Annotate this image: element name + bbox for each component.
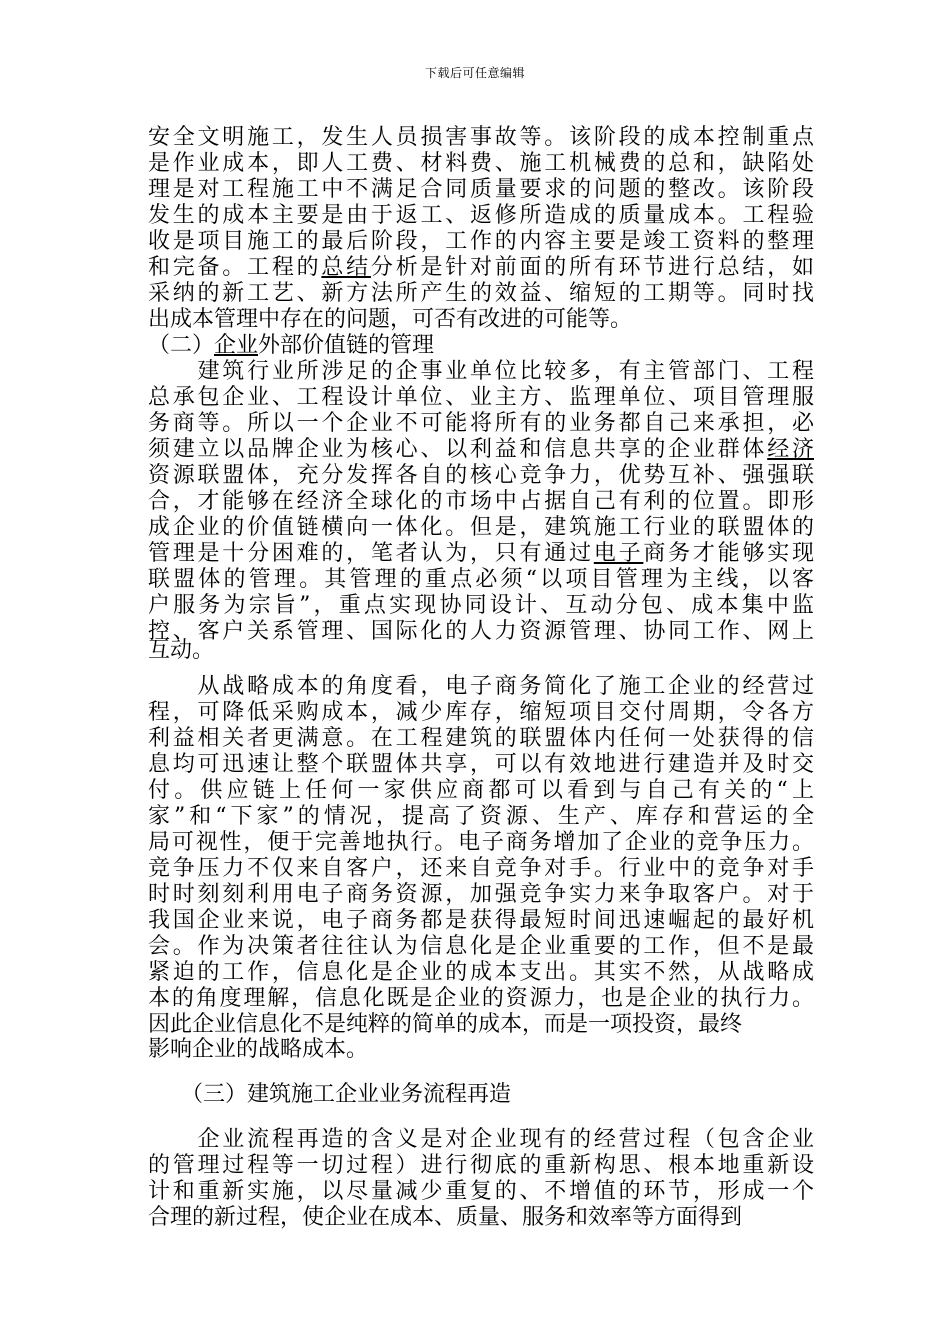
text-line [148,411,814,437]
text-segment: 从战略成本的角度看，电子商务简化了施工企业的经营过 [148,674,814,699]
text-line [148,752,814,778]
text-segment: 是作业成本，即人工费、材料费、施工机械费的总和，缺陷处 [148,151,814,176]
text-line [148,1179,814,1205]
text-line [148,359,814,385]
underlined-link[interactable]: 电子 [593,541,644,566]
text-segment: 程，可降低采购成本，减少库存，缩短项目交付周期，令各方 [148,700,814,725]
text-segment: 因此企业信息化不是纯粹的简单的成本，而是一项投资，最终 [148,1012,743,1037]
text-segment: 我国企业来说，电子商务都是获得最短时间迅速崛起的最好机 [148,908,814,933]
text-line [148,437,814,463]
text-segment: 和完备。工程的 [148,255,322,280]
text-line [148,804,814,830]
text-segment: 总承包企业、工程设计单位、业主方、监理单位、项目管理服 [148,385,814,410]
text-segment: 的管理过程等一切过程）进行彻底的重新构思、根本地重新设 [148,1153,814,1178]
text-segment: 安全文明施工，发生人员损害事故等。该阶段的成本控制重点 [148,125,814,150]
text-line [148,856,814,882]
text-segment: 竞争压力不仅来自客户，还来自竞争对手。行业中的竞争对手 [148,856,814,881]
text-segment: 商务才能够实现 [643,541,814,566]
text-segment: 分析是针对前面的所有环节进行总结，如 [370,255,814,280]
text-segment: 会。作为决策者往往认为信息化是企业重要的工作，但不是最 [148,934,814,959]
text-line [148,960,814,986]
text-line [148,1012,814,1038]
text-line [148,229,814,255]
text-line [148,151,814,177]
underlined-link[interactable]: 总结 [321,255,371,280]
text-line [148,385,814,411]
underlined-link[interactable]: 经济 [767,437,814,462]
text-line [148,778,814,804]
text-segment: 控、客户关系管理、国际化的人力资源管理、协同工作、网上 [148,619,814,644]
text-line [148,700,814,726]
text-segment: 联盟体的管理。其管理的重点必须“以项目管理为主线，以客 [148,567,814,592]
text-segment: 成企业的价值链横向一体化。但是，建筑施工行业的联盟体的 [148,515,814,540]
text-segment: 收是项目施工的最后阶段，工作的内容主要是竣工资料的整理 [148,229,814,254]
text-line [148,255,814,281]
text-segment: （三）建筑施工企业业务流程再造 [148,1082,512,1107]
text-segment: 影响企业的战略成本。 [148,1037,369,1062]
text-segment: 管理是十分困难的，笔者认为，只有通过 [148,541,594,566]
text-line [148,1037,814,1063]
text-line [148,674,814,700]
text-segment: 合理的新过程，使企业在成本、质量、服务和效率等方面得到 [148,1205,743,1230]
paragraph-block-4 [148,1037,814,1063]
text-line [148,1082,814,1108]
text-line [148,986,814,1012]
text-line [148,934,814,960]
paragraph-block-2 [148,638,814,664]
text-segment: 息均可迅速让整个联盟体共享，可以有效地进行建造并及时交 [148,752,814,777]
text-segment: 资源联盟体，充分发挥各自的核心竞争力，优势互补、强强联 [148,463,814,488]
text-line [148,489,814,515]
text-segment: 企业流程再造的含义是对企业现有的经营过程（包含企业 [148,1127,814,1152]
text-segment: 局可视性，便于完善地执行。电子商务增加了企业的竞争压力。 [148,830,814,855]
text-line [148,593,814,619]
text-segment: 利益相关者更满意。在工程建筑的联盟体内任何一处获得的信 [148,726,814,751]
paragraph-block-1 [148,125,814,645]
text-segment: 计和重新实施，以尽量减少重复的、不增值的环节，形成一个 [148,1179,814,1204]
paragraph-block-5 [148,1127,814,1231]
text-line [148,177,814,203]
text-line [148,515,814,541]
text-segment: 付。供应链上任何一家供应商都可以看到与自己有关的“上 [148,778,814,803]
text-segment: 发生的成本主要是由于返工、返修所造成的质量成本。工程验 [148,203,814,228]
page-header: 下载后可任意编辑 [424,66,525,80]
text-line [148,125,814,151]
text-line [148,1127,814,1153]
text-segment: 本的角度理解，信息化既是企业的资源力，也是企业的执行力。 [148,986,814,1011]
text-line [148,1153,814,1179]
underlined-link[interactable]: 企业 [214,333,259,358]
text-segment: 理是对工程施工中不满足合同质量要求的问题的整改。该阶段 [148,177,814,202]
text-segment: 家”和“下家”的情况，提高了资源、生产、库存和营运的全 [148,804,814,829]
text-segment: 时时刻刻利用电子商务资源，加强竞争实力来争取客户。对于 [148,882,814,907]
text-line [148,567,814,593]
text-line [148,638,814,664]
text-line [148,203,814,229]
section-heading-3 [148,1082,814,1108]
text-segment: 合，才能够在经济全球化的市场中占据自己有利的位置。即形 [148,489,814,514]
text-segment: 须建立以品牌企业为核心、以利益和信息共享的企业群体 [148,437,768,462]
text-line [148,830,814,856]
text-segment: 出成本管理中存在的问题，可否有改进的可能等。 [148,307,633,332]
text-segment: 采纳的新工艺、新方法所产生的效益、缩短的工期等。同时找 [148,281,814,306]
text-line [148,882,814,908]
text-segment: （二） [148,333,215,358]
text-segment: 户服务为宗旨”，重点实现协同设计、互动分包、成本集中监 [148,593,814,618]
text-line [148,463,814,489]
text-line [148,726,814,752]
text-segment: 紧迫的工作，信息化是企业的成本支出。其实不然，从战略成 [148,960,814,985]
text-line [148,307,814,333]
text-line [148,541,814,567]
text-line [148,908,814,934]
text-segment: 务商等。所以一个企业不可能将所有的业务都自己来承担，必 [148,411,814,436]
text-line [148,1205,814,1231]
text-segment: 建筑行业所涉足的企事业单位比较多，有主管部门、工程 [148,359,814,384]
text-segment: 互动。 [148,638,215,663]
text-segment: 外部价值链的管理 [258,333,435,358]
paragraph-block-3 [148,674,814,1038]
text-line [148,281,814,307]
text-line [148,333,814,359]
